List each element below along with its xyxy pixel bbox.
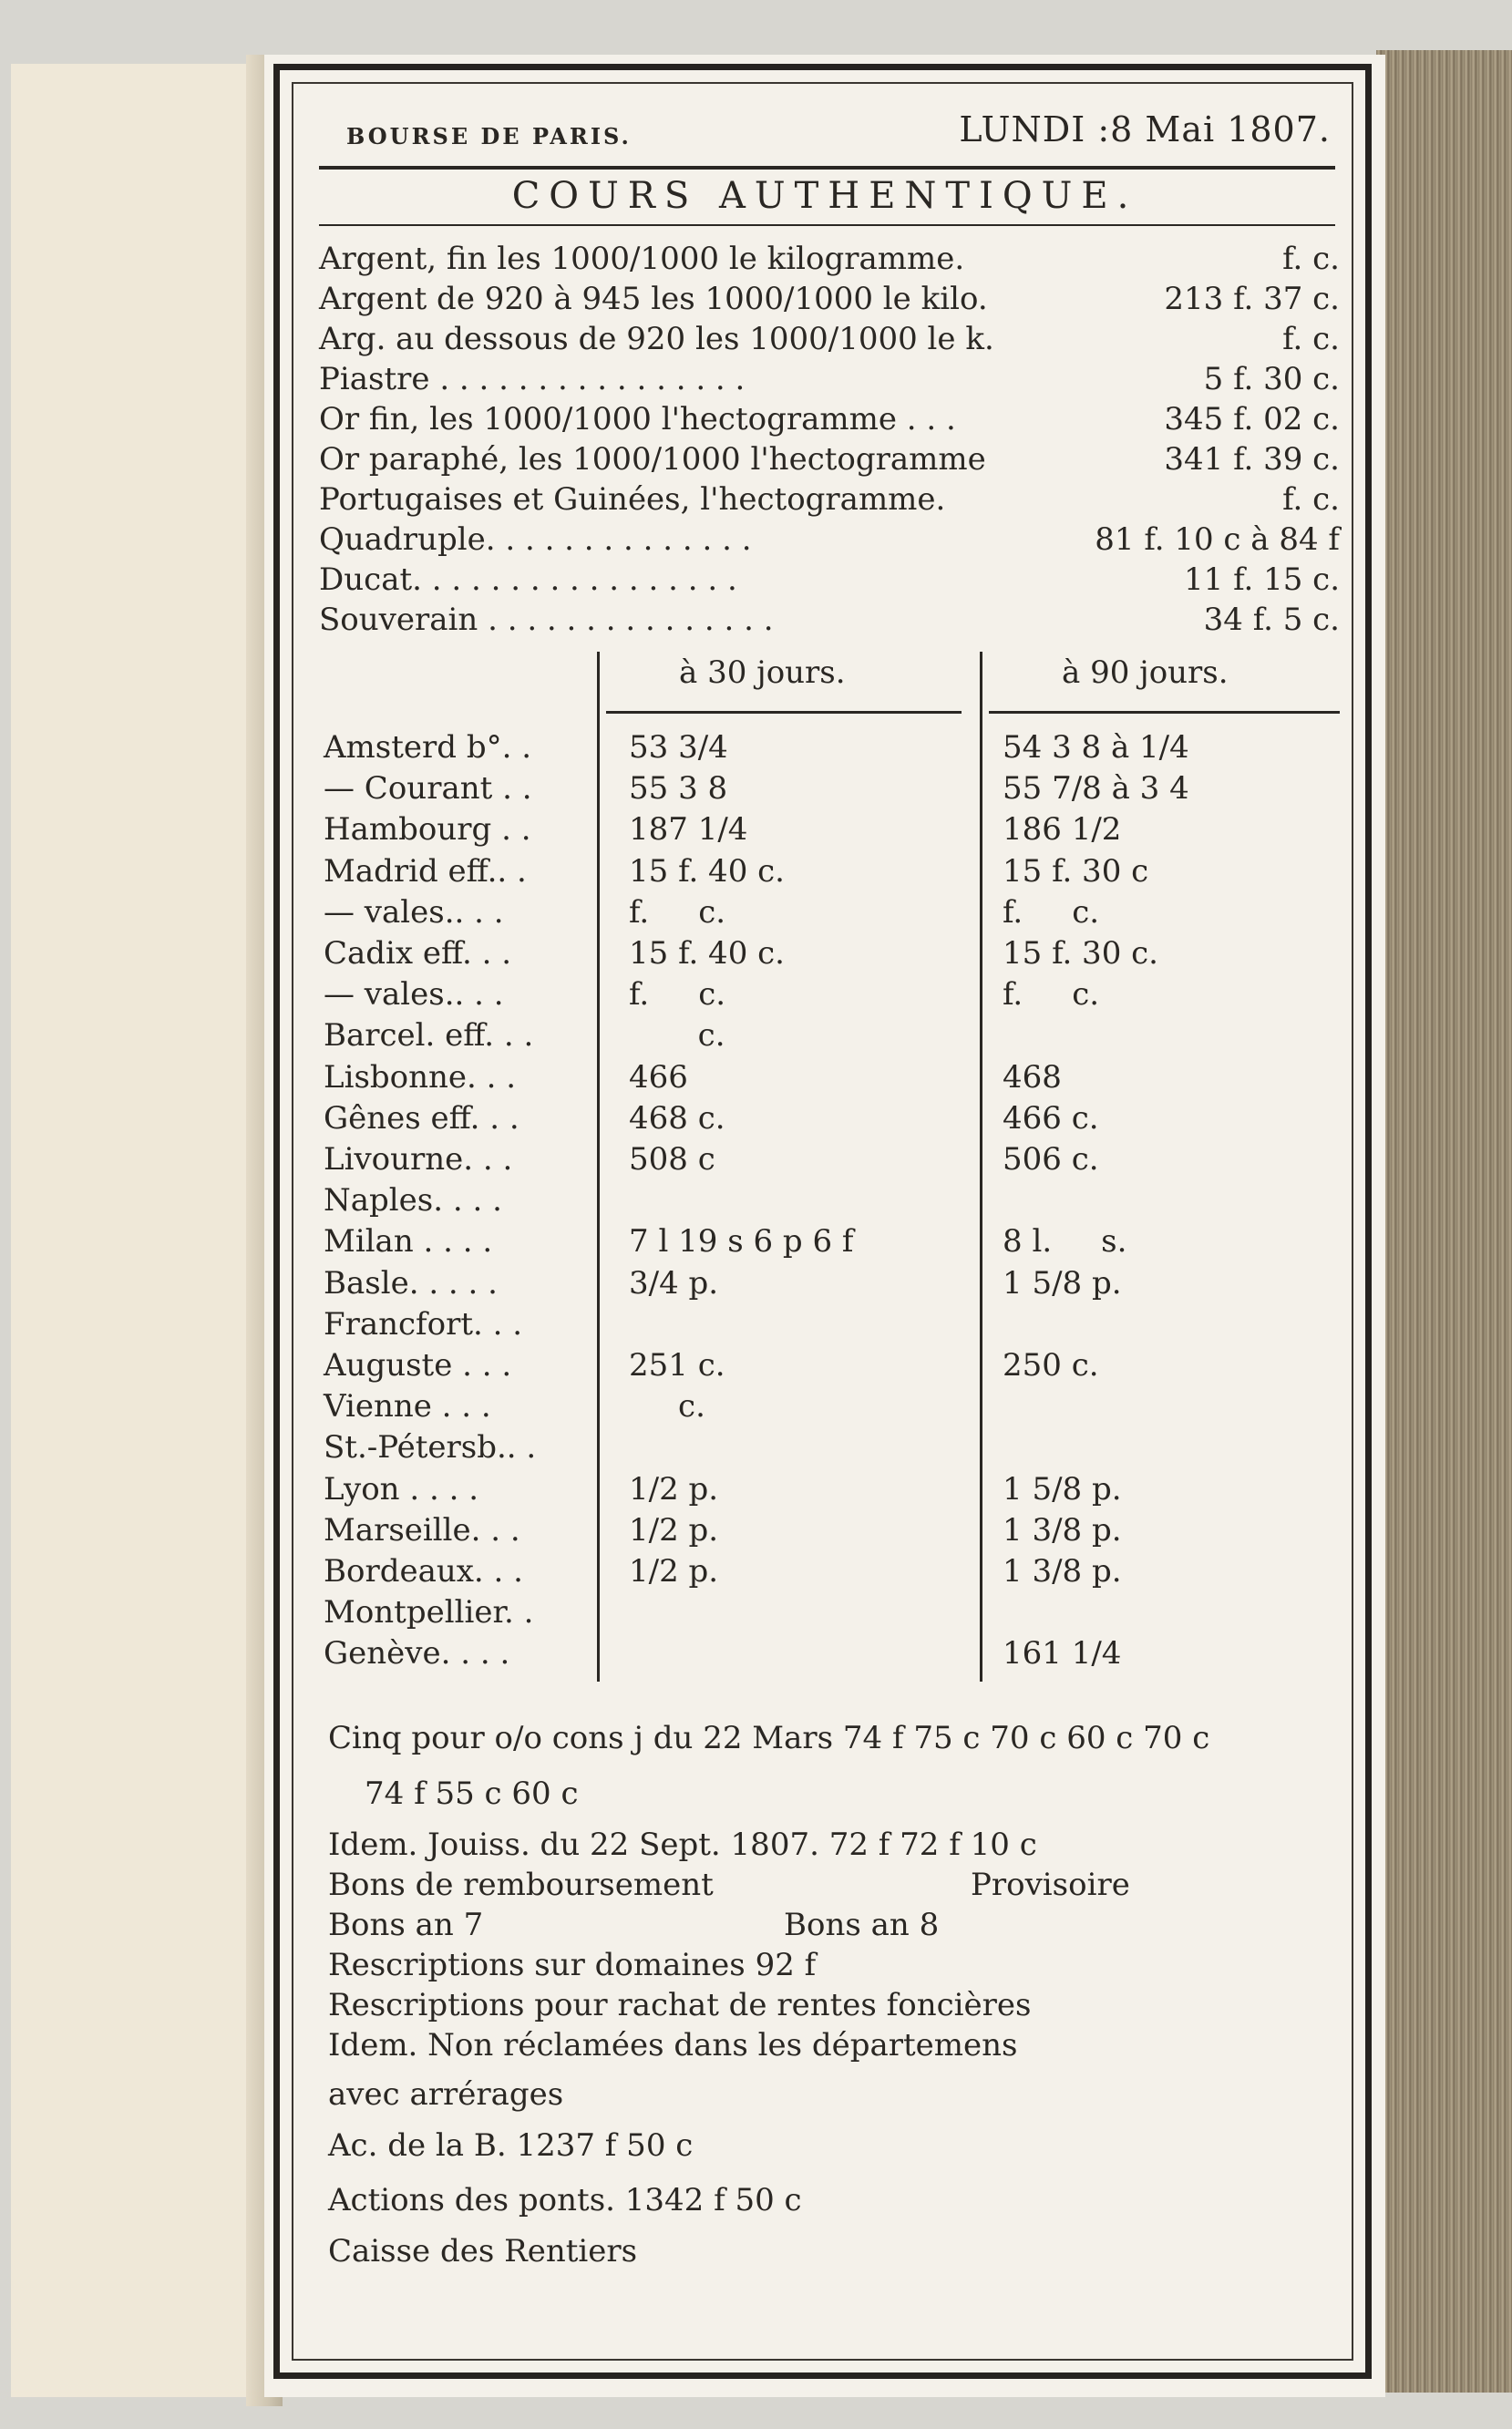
exchange-city: Cadix eff. . .: [324, 935, 512, 972]
exchange-city: Milan . . . .: [324, 1223, 493, 1260]
exchange-row: [324, 1139, 1335, 1180]
rate-90-days: 55 7/8 à 3 4: [1003, 770, 1189, 807]
idem-jouiss-line: Idem. Jouiss. du 22 Sept. 1807. 72 f 72 f 10 c: [328, 1827, 1037, 1863]
exchange-row: [324, 1345, 1335, 1386]
arrerages-line: avec arrérages: [328, 2076, 564, 2113]
rescriptions-rachat-line: Rescriptions pour rachat de rentes foncières: [328, 1987, 1032, 2023]
metal-name: Souverain . . . . . . . . . . . . . . .: [319, 602, 774, 638]
exchange-city: Madrid eff.. .: [324, 853, 527, 890]
rate-90-days: 250 c.: [1003, 1347, 1099, 1384]
rescriptions-domaines-line: Rescriptions sur domaines 92 f: [328, 1947, 817, 1983]
rate-90-days: 186 1/2: [1003, 811, 1122, 848]
metal-price: 213 f. 37 c.: [1164, 281, 1340, 317]
metal-price: 345 f. 02 c.: [1164, 401, 1340, 437]
bons-an-8: Bons an 8: [784, 1907, 940, 1943]
exchange-city: Gênes eff. . .: [324, 1100, 519, 1137]
left-facing-page: [11, 64, 272, 2397]
rate-90-days: f. c.: [1003, 894, 1100, 931]
exchange-row: [324, 768, 1335, 809]
exchange-city: Basle. . . . .: [324, 1265, 498, 1302]
exchange-row: [324, 851, 1335, 892]
header-bourse: BOURSE DE PARIS.: [346, 123, 632, 149]
exchange-city: — Courant . .: [324, 770, 532, 807]
exchange-city: Montpellier. .: [324, 1594, 534, 1631]
metal-price: f. c.: [1282, 481, 1340, 518]
metal-price: 11 f. 15 c.: [1184, 561, 1340, 598]
table-header-rule-right: [989, 711, 1340, 714]
exchange-row: [324, 1592, 1335, 1633]
exchange-city: Bordeaux. . .: [324, 1553, 523, 1590]
table-header-rule-left: [606, 711, 962, 714]
metal-row: [319, 560, 1340, 600]
title-rule: [319, 224, 1335, 226]
caisse-rentiers-line: Caisse des Rentiers: [328, 2233, 638, 2269]
rate-30-days: 468 c.: [629, 1100, 725, 1137]
rate-90-days: f. c.: [1003, 976, 1100, 1013]
rate-30-days: 3/4 p.: [629, 1265, 719, 1302]
rate-30-days: 466: [629, 1059, 688, 1096]
exchange-city: — vales.. . .: [324, 894, 504, 931]
rente-line-cont: 74 f 55 c 60 c: [365, 1775, 579, 1812]
exchange-city: Francfort. . .: [324, 1306, 523, 1343]
exchange-city: Hambourg . .: [324, 811, 531, 848]
exchange-row: [324, 1015, 1335, 1056]
rate-90-days: 506 c.: [1003, 1141, 1099, 1178]
bons-remboursement: Bons de remboursement: [328, 1867, 714, 1903]
idem-non-reclamees-line: Idem. Non réclamées dans les départemens: [328, 2027, 1018, 2064]
rate-30-days: 53 3/4: [629, 729, 728, 766]
exchange-row: [324, 1221, 1335, 1262]
exchange-city: St.-Pétersb.. .: [324, 1429, 537, 1466]
exchange-city: Lyon . . . .: [324, 1471, 479, 1508]
rate-30-days: c.: [629, 1388, 705, 1425]
exchange-city: Vienne . . .: [324, 1388, 491, 1425]
exchange-city: Lisbonne. . .: [324, 1059, 517, 1096]
bons-remboursement-line: [328, 1865, 1340, 1905]
exchange-row: [324, 892, 1335, 933]
exchange-city: Barcel. eff. . .: [324, 1017, 534, 1054]
metal-name: Argent, fin les 1000/1000 le kilogramme.: [319, 241, 965, 277]
exchange-row: [324, 1180, 1335, 1221]
rate-90-days: 8 l. s.: [1003, 1223, 1127, 1260]
page-title: COURS AUTHENTIQUE.: [511, 175, 1138, 217]
rate-30-days: 1/2 p.: [629, 1553, 719, 1590]
metal-name: Quadruple. . . . . . . . . . . . . .: [319, 521, 752, 558]
metal-price: f. c.: [1282, 241, 1340, 277]
page-edges: [1376, 50, 1512, 2393]
header-rule: [319, 166, 1335, 170]
metal-name: Piastre . . . . . . . . . . . . . . . .: [319, 361, 746, 397]
exchange-city: Auguste . . .: [324, 1347, 512, 1384]
exchange-row: [324, 974, 1335, 1015]
exchange-row: [324, 1551, 1335, 1592]
exchange-row: [324, 727, 1335, 768]
metal-row: [319, 600, 1340, 640]
exchange-row: [324, 1633, 1335, 1674]
rate-30-days: 1/2 p.: [629, 1471, 719, 1508]
column-header-30-days: à 30 jours.: [679, 654, 846, 691]
metal-row: [319, 359, 1340, 399]
exchange-row: [324, 1098, 1335, 1139]
metal-price: 5 f. 30 c.: [1203, 361, 1340, 397]
metal-name: Arg. au dessous de 920 les 1000/1000 le k.: [319, 321, 994, 357]
rate-90-days: 1 5/8 p.: [1003, 1265, 1122, 1302]
bons-an-7: Bons an 7: [328, 1907, 484, 1943]
exchange-row: [324, 1510, 1335, 1551]
exchange-city: Amsterd b°. .: [324, 729, 532, 766]
actions-banque-line: Ac. de la B. 1237 f 50 c: [328, 2127, 694, 2164]
column-header-90-days: à 90 jours.: [1062, 654, 1229, 691]
rate-30-days: f. c.: [629, 894, 726, 931]
metal-row: [319, 319, 1340, 359]
exchange-row: [324, 809, 1335, 850]
metal-name: Or fin, les 1000/1000 l'hectogramme . . .: [319, 401, 956, 437]
exchange-row: [324, 1304, 1335, 1345]
exchange-row: [324, 1469, 1335, 1510]
exchange-city: Livourne. . .: [324, 1141, 513, 1178]
rate-90-days: 466 c.: [1003, 1100, 1099, 1137]
rate-30-days: 55 3 8: [629, 770, 728, 807]
rate-30-days: 7 l 19 s 6 p 6 f: [629, 1223, 854, 1260]
rate-90-days: 468: [1003, 1059, 1062, 1096]
metal-price: 81 f. 10 c à 84 f: [1095, 521, 1340, 558]
rate-30-days: 1/2 p.: [629, 1512, 719, 1549]
exchange-row: [324, 1263, 1335, 1304]
header-date: LUNDI :8 Mai 1807.: [959, 109, 1331, 149]
rate-30-days: 251 c.: [629, 1347, 725, 1384]
rate-30-days: 15 f. 40 c.: [629, 935, 785, 972]
rate-30-days: 15 f. 40 c.: [629, 853, 785, 890]
metal-price: 341 f. 39 c.: [1164, 441, 1340, 478]
metal-name: Or paraphé, les 1000/1000 l'hectogramme: [319, 441, 986, 478]
metal-price: f. c.: [1282, 321, 1340, 357]
rate-30-days: c.: [629, 1017, 725, 1054]
metal-row: [319, 399, 1340, 439]
rate-90-days: 1 3/8 p.: [1003, 1512, 1122, 1549]
page-header: [346, 109, 1331, 164]
rate-90-days: 54 3 8 à 1/4: [1003, 729, 1189, 766]
rate-30-days: 508 c: [629, 1141, 715, 1178]
rate-90-days: 1 3/8 p.: [1003, 1553, 1122, 1590]
exchange-row: [324, 933, 1335, 974]
metal-price: 34 f. 5 c.: [1203, 602, 1340, 638]
metal-row: [319, 279, 1340, 319]
exchange-row: [324, 1057, 1335, 1098]
rate-90-days: 15 f. 30 c: [1003, 853, 1149, 890]
metal-row: [319, 439, 1340, 479]
rate-90-days: 1 5/8 p.: [1003, 1471, 1122, 1508]
rate-30-days: 187 1/4: [629, 811, 748, 848]
metal-row: [319, 479, 1340, 520]
exchange-city: Marseille. . .: [324, 1512, 520, 1549]
exchange-city: Genève. . . .: [324, 1635, 510, 1672]
bons-an-line: [328, 1905, 1340, 1945]
metal-name: Argent de 920 à 945 les 1000/1000 le kilo.: [319, 281, 988, 317]
exchange-city: — vales.. . .: [324, 976, 504, 1013]
exchange-city: Naples. . . .: [324, 1182, 502, 1219]
rate-30-days: f. c.: [629, 976, 726, 1013]
actions-ponts-line: Actions des ponts. 1342 f 50 c: [328, 2182, 802, 2218]
rate-90-days: 161 1/4: [1003, 1635, 1122, 1672]
provisoire: Provisoire: [971, 1867, 1130, 1903]
exchange-row: [324, 1427, 1335, 1468]
metal-row: [319, 239, 1340, 279]
rate-90-days: 15 f. 30 c.: [1003, 935, 1158, 972]
metal-name: Ducat. . . . . . . . . . . . . . . . .: [319, 561, 737, 598]
metal-row: [319, 520, 1340, 560]
exchange-row: [324, 1386, 1335, 1427]
rente-line: Cinq pour o/o cons j du 22 Mars 74 f 75 c 70 c 60 c 70 c: [328, 1720, 1210, 1756]
metal-name: Portugaises et Guinées, l'hectogramme.: [319, 481, 946, 518]
